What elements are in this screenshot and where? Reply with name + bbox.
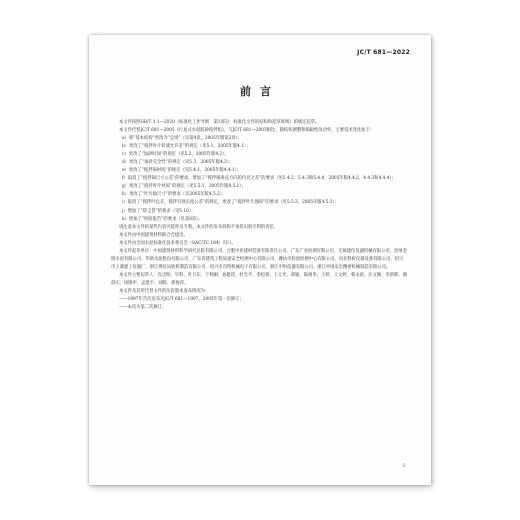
standard-code: JC/T 681—2022 (357, 49, 410, 56)
history-item-1: ——1997年首次发布为JC/T 681—1997，2005年第一次修订； (119, 297, 244, 303)
intro-paragraph-2: 本文件代替JC/T 681—2005《行星式水泥胶砂搅拌机》，与JC/T 681—2005相比，除结构调整和编辑性改动外，主要技术变化如下： (119, 128, 375, 134)
change-item-h: h）更改了“叶片轴尺寸”的要求（见2005年版4.5.2）； (122, 192, 227, 198)
change-item-j: j）增加了“防尘袋”的要求（见5.10）； (122, 208, 196, 214)
history-heading: 本文件及其所代替文件的历次版本发布情况为： (119, 288, 210, 294)
change-item-e: e）更改了“搅拌锅材质”的规定（见5.4.1，2005年版4.4.1）； (122, 168, 242, 174)
page-title: 前言 (240, 85, 280, 98)
document-page (89, 35, 431, 485)
change-item-a: a）将“基本结构”更改为“总则”（见第4章，2005年版第3章）； (122, 136, 243, 142)
document-body (111, 119, 407, 312)
change-item-f: f）取消了“搅拌锅尺寸公差”的要求，增加了“搅拌锅垂直方向的内径之差”的要求（见5.4.2、5.4.3和5.4.4，2005年版4.4.2、4.4.3和4.4.4）； (122, 176, 396, 182)
drafting-authors: 本文件主要起草人：肖忠明、毕科、叶卫东、于利刚、孙建琦、杜会平、余松柏、王元光、郑媛、陈俊华、王妍、王文婷、韩永甫、汪文刚、李新辉、谢晨庆、徐锦申、孟建宇、刘晖、郭俊萍。 (111, 272, 407, 286)
patent-note: 请注意本文件的某些内容可能涉及专利。本文件的发布机构不承担识别专利的责任。 (119, 224, 278, 230)
change-item-i: i）取消了“搅拌叶总长、搅拌有效长度公差”的规定，更改了“搅拌叶片翅厚”的要求（见5.5.3，2005年版4.5.3）； (122, 200, 339, 206)
change-item-c: c）更改了“加砂时间”的规定（见5.2，2005年版4.2）； (122, 152, 229, 158)
committee-note: 本文件由全国水泥标准化技术委员会（SAC/TC 184）归口。 (119, 240, 236, 246)
proposer-note: 本文件由中国建筑材料联合会提出。 (119, 232, 188, 238)
history-item-2: ——本次为第二次修订。 (119, 305, 167, 311)
drafting-units: 本文件起草单位：中国建筑材料科学研究总院有限公司、合肥中亚建材装备有限责任公司、广东广业检测有限公司、无锡建仪仪器机械有限公司、贵州金圆水泥有限公司、华新水泥股份有限公司、广东省建筑工程质量安全检测中心有限公司、潍坊市检验检测中心有限公司、河北科析仪器设备有限公司、绍兴市上虞建工仪器厂、浙江博仪试验机制造有限公司、绍兴市肖特机械电子有限公司、浙江申科仪器有限公司、浙江中国安宏精密机械制造有限公司。 (111, 248, 407, 270)
change-item-g: g）更改了“搅拌叶片材质”的规定（见5.5.1，2005年版4.5.1）； (122, 184, 246, 190)
page-number: I (403, 463, 405, 469)
change-item-k: k）增加了“检验报告”的要求（见第8章）。 (122, 216, 203, 222)
change-item-b: b）更改了“搅拌叶片转速允许差”的规定（见5.1，2005年版4.1）； (122, 144, 251, 150)
change-item-d: d）更改了“加砂完全性”的规定（见5.3，2005年版4.3）； (122, 160, 234, 166)
intro-paragraph-1: 本文件按照GB/T 1.1—2020《标准化工作导则 第1部分：标准化文件的结构和起草规则》的规定起草。 (119, 120, 320, 125)
